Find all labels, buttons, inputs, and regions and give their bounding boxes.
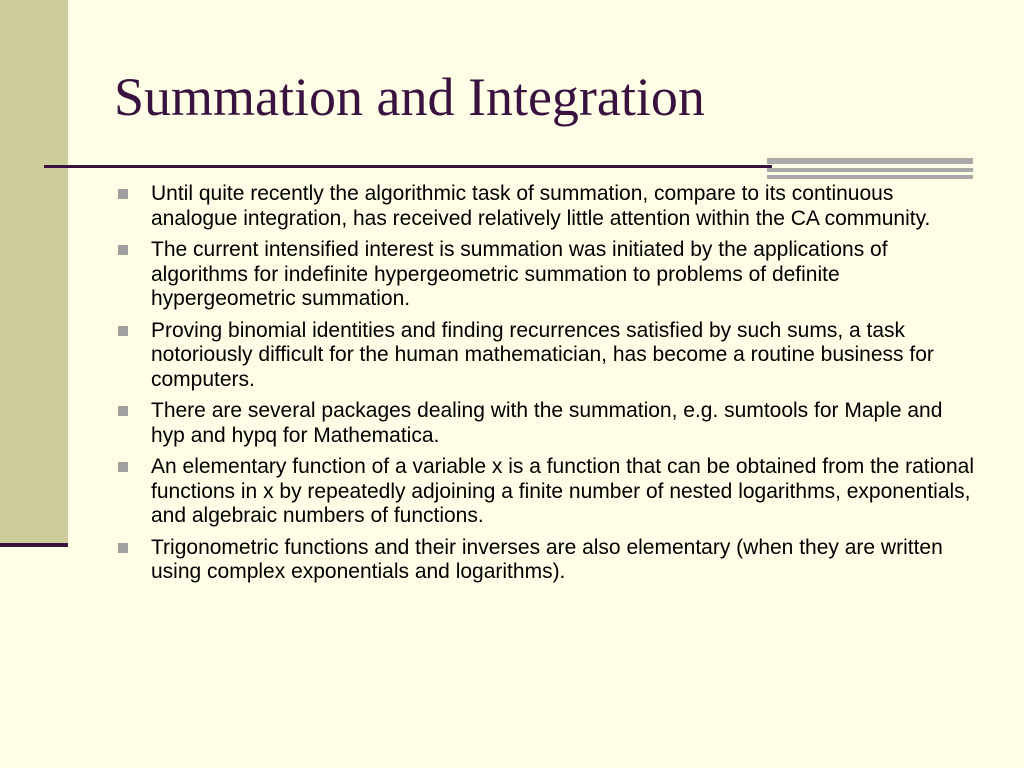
bullet-text: An elementary function of a variable x is a function that can be obtained from the rational functions in x by repeatedly adjoining a finite number of nested logarithms, exponentials, and algebraic numbers of functions.: [151, 455, 974, 527]
decorative-bar-middle: [767, 168, 973, 172]
square-bullet-icon: [118, 543, 128, 553]
title-divider: [44, 165, 772, 168]
square-bullet-icon: [118, 462, 128, 472]
decorative-bar-top: [767, 158, 973, 164]
square-bullet-icon: [118, 326, 128, 336]
bullet-text: Trigonometric functions and their inverses are also elementary (when they are written using complex exponentials and logarithms).: [151, 535, 943, 583]
bullet-item: [117, 319, 977, 393]
bullet-text: There are several packages dealing with the summation, e.g. sumtools for Maple and hyp and hypq for Mathematica.: [151, 399, 943, 447]
square-bullet-icon: [118, 406, 128, 416]
bullet-item: [117, 455, 977, 529]
bullet-text: The current intensified interest is summation was initiated by the applications of algorithms for indefinite hypergeometric summation to problems of definite hypergeometric summation.: [151, 238, 888, 310]
slide-title: Summation and Integration: [114, 67, 705, 127]
bullet-list: [117, 182, 977, 592]
square-bullet-icon: [118, 245, 128, 255]
bullet-text: Proving binomial identities and finding recurrences satisfied by such sums, a task notoriously difficult for the human mathematician, has become a routine business for computers.: [151, 318, 934, 391]
square-bullet-icon: [118, 189, 128, 199]
left-accent-underline: [0, 543, 68, 547]
bullet-item: [117, 238, 977, 312]
bullet-item: [117, 399, 977, 448]
bullet-text: Until quite recently the algorithmic task of summation, compare to its continuous analogue integration, has received relatively little attention within the CA community.: [151, 182, 931, 230]
left-accent-band: [0, 0, 68, 544]
bullet-item: [117, 182, 977, 231]
bullet-item: [117, 536, 977, 585]
decorative-bar-bottom: [767, 175, 973, 179]
